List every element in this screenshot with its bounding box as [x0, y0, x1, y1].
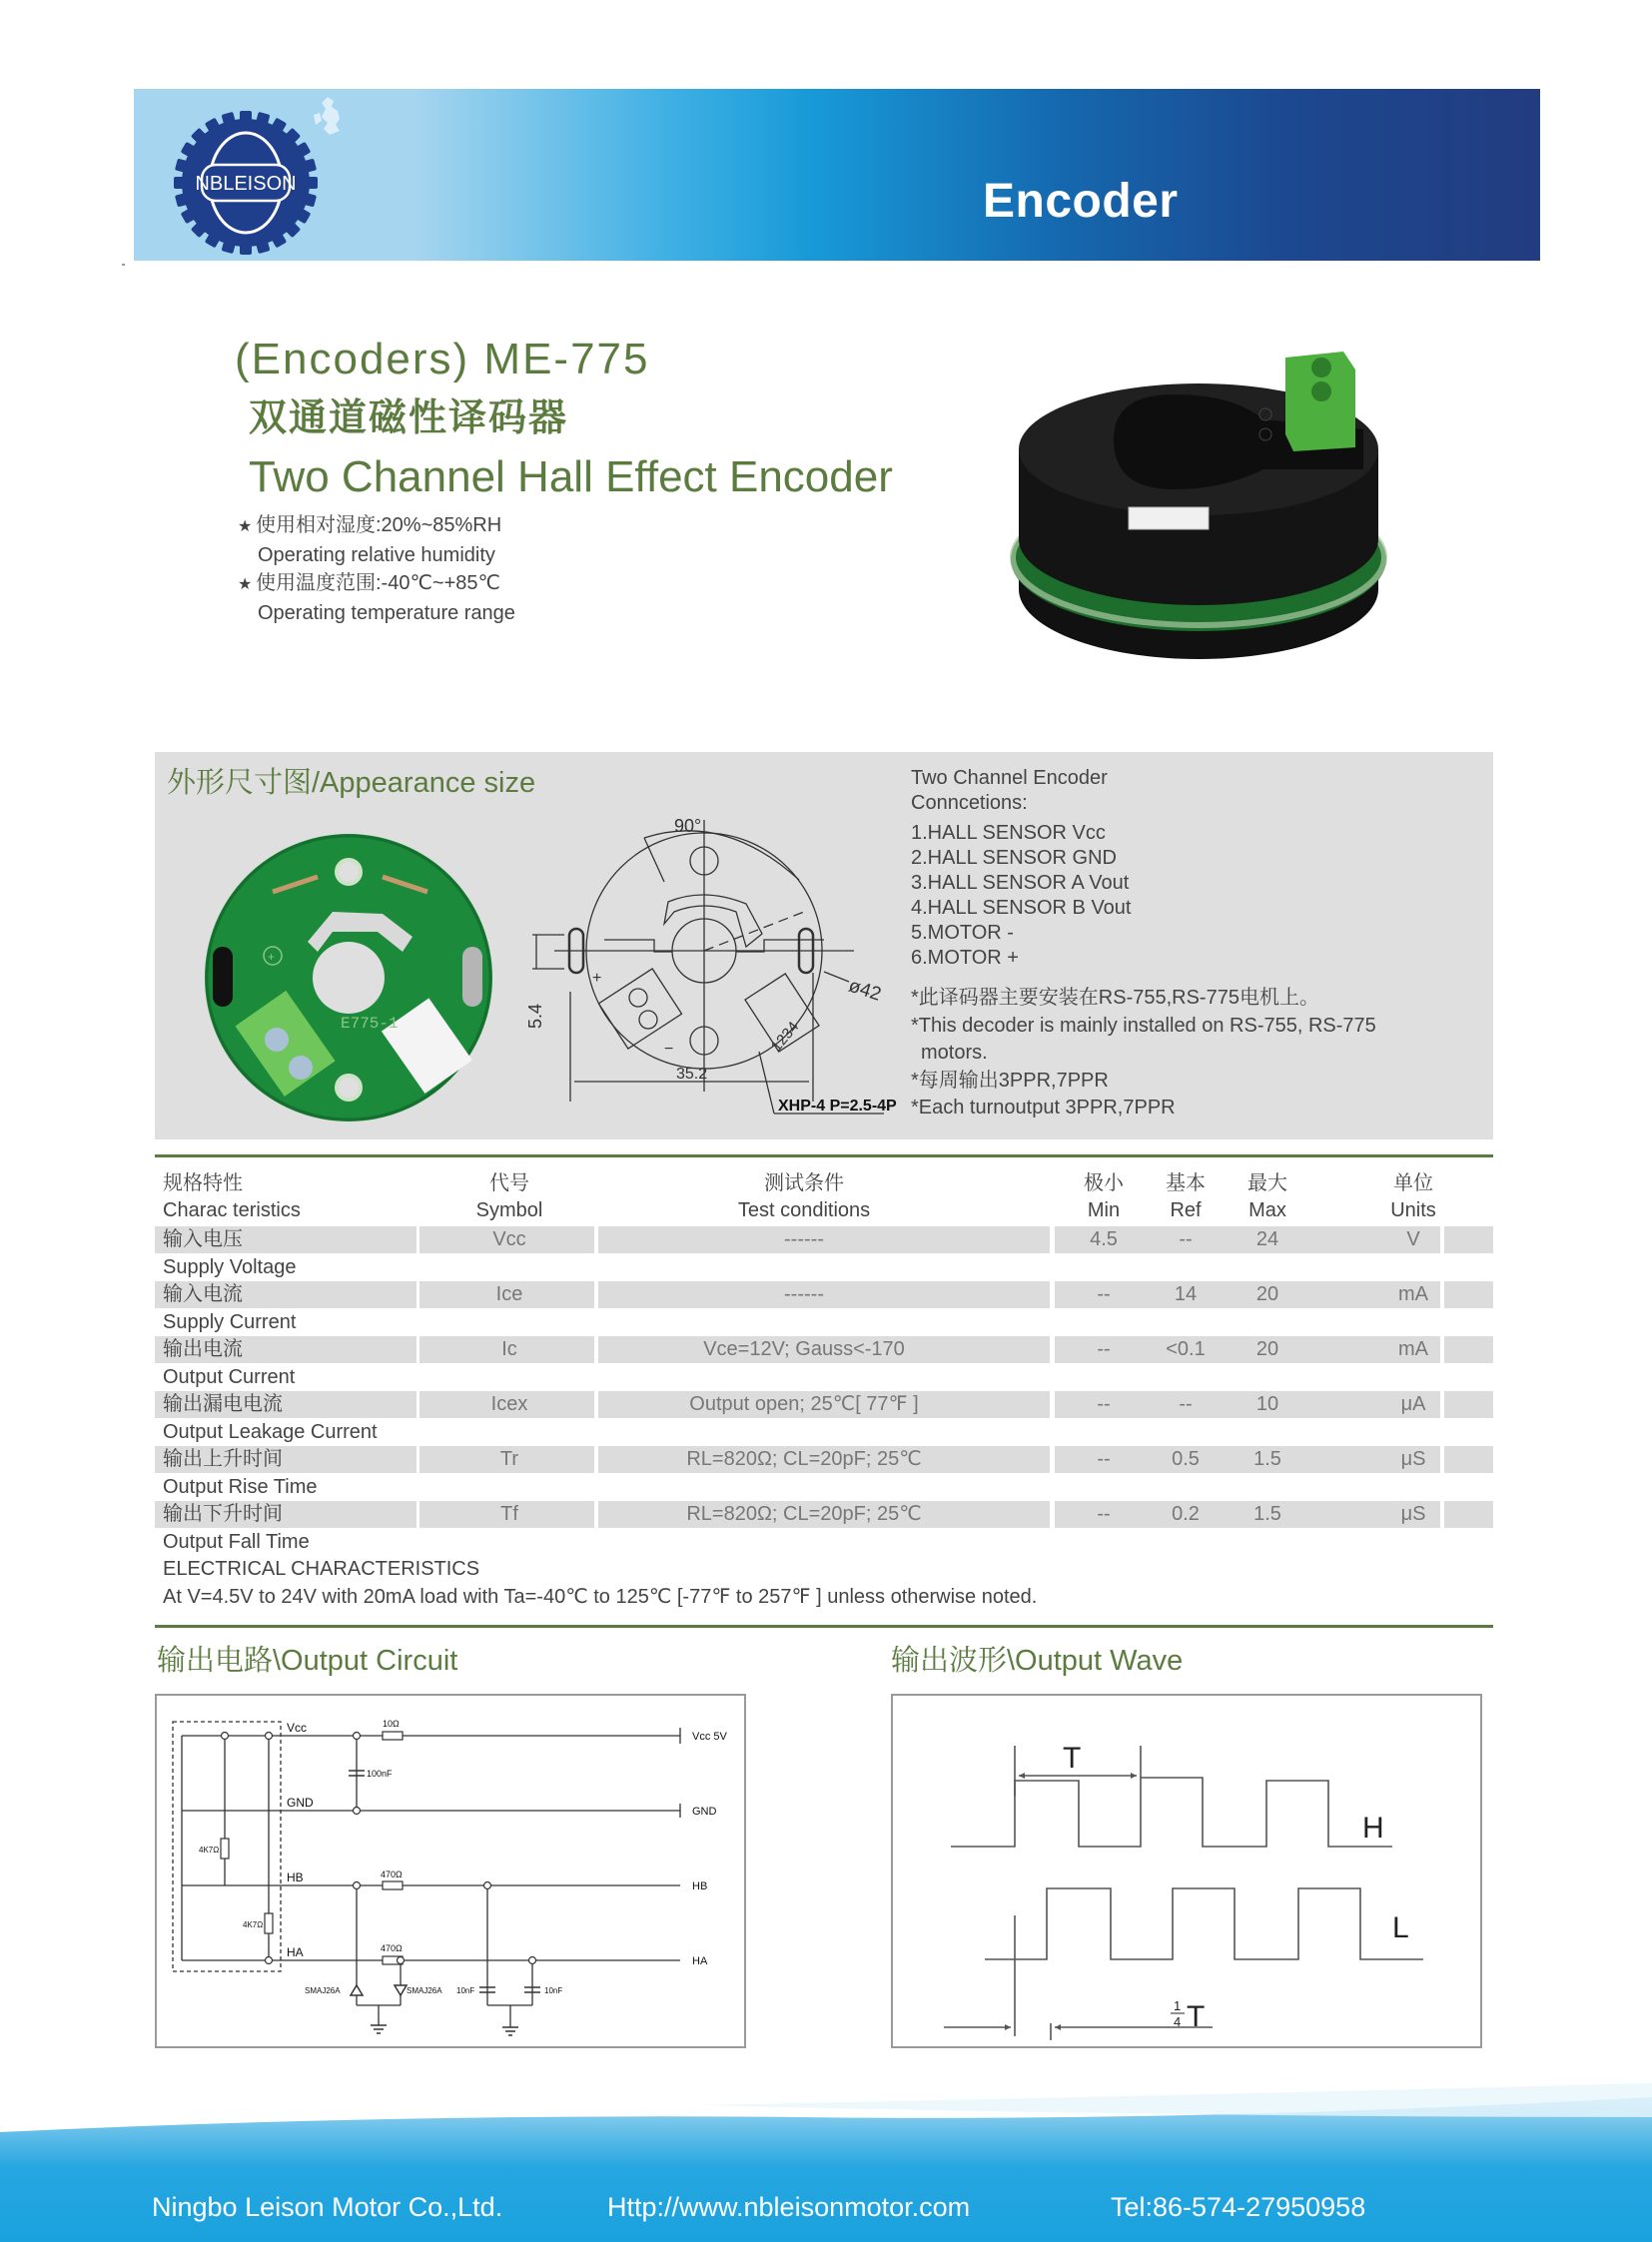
row-label-en: Output Rise Time	[163, 1475, 318, 1498]
note-en-ppr: *Each turnoutput 3PPR,7PPR	[911, 1097, 1176, 1119]
cell-min: --	[1097, 1338, 1111, 1360]
uk-map-icon	[310, 95, 350, 137]
cell-ref: 14	[1174, 1283, 1198, 1305]
connection-notes	[911, 985, 1376, 1122]
divider	[155, 1154, 1493, 1157]
svg-text:4K7Ω: 4K7Ω	[243, 1920, 264, 1929]
col-test-conditions: 测试条件 Test conditions	[737, 1172, 871, 1221]
note-en-install: *This decoder is mainly installed on RS-755, RS-775	[911, 1014, 1376, 1037]
svg-text:NBLEISON: NBLEISON	[195, 173, 297, 195]
cell-unit: V	[1406, 1228, 1420, 1250]
cell-ref: --	[1179, 1393, 1193, 1415]
spec-humidity-en: Operating relative humidity	[258, 544, 495, 566]
cell-cond: Output open; 25℃[ 77℉ ]	[689, 1393, 919, 1415]
channel-h-label: H	[1362, 1812, 1384, 1845]
decorative-dot	[122, 264, 125, 266]
spec-temperature-en: Operating temperature range	[258, 602, 515, 624]
cell-ref: --	[1179, 1228, 1193, 1250]
svg-text:GND: GND	[692, 1806, 717, 1818]
row-label-en: Output Current	[163, 1365, 296, 1388]
svg-text:4K7Ω: 4K7Ω	[199, 1846, 220, 1855]
svg-text:10nF: 10nF	[456, 1986, 475, 1995]
svg-text:HA: HA	[287, 1945, 304, 1959]
connections-text	[911, 766, 1376, 1122]
cell-max: 20	[1255, 1338, 1279, 1360]
row-label-cn: 输入电压	[163, 1228, 243, 1250]
table-header	[155, 1170, 1493, 1226]
cell-max: 1.5	[1253, 1448, 1281, 1470]
nbleison-gear-logo-icon	[172, 109, 320, 257]
svg-text:HB: HB	[287, 1870, 304, 1884]
cell-min: --	[1097, 1448, 1111, 1470]
footer-website[interactable]: Http://www.nbleisonmotor.com	[607, 2192, 971, 2222]
encoder-product-photo	[1004, 340, 1393, 669]
cell-unit: mA	[1398, 1338, 1428, 1360]
output-wave-title: 输出波形\Output Wave	[891, 1645, 1184, 1677]
header-banner	[134, 89, 1540, 261]
row-label-cn: 输出上升时间	[163, 1448, 283, 1470]
table-row-en	[155, 1309, 1493, 1337]
svg-text:4: 4	[1174, 2014, 1182, 2029]
cell-unit: μS	[1400, 1503, 1426, 1525]
product-title-block	[235, 330, 893, 509]
output-circuit-title: 输出电路\Output Circuit	[157, 1645, 458, 1677]
cell-symbol: Ice	[495, 1283, 523, 1305]
cell-max: 20	[1255, 1283, 1279, 1305]
table-row	[155, 1501, 1493, 1529]
svg-text:Vcc 5V: Vcc 5V	[692, 1731, 727, 1743]
svg-text:10Ω: 10Ω	[383, 1719, 400, 1729]
cell-cond: ------	[784, 1228, 824, 1250]
table-row-en	[155, 1474, 1493, 1502]
spec-humidity-cn	[238, 511, 515, 541]
pin-1: 1.HALL SENSOR Vcc	[911, 822, 1106, 844]
cell-min: 4.5	[1090, 1228, 1118, 1250]
svg-text:−: −	[664, 1041, 674, 1058]
row-label-en: Supply Current	[163, 1310, 297, 1333]
cell-symbol: Ic	[501, 1338, 517, 1360]
model-title: (Encoders) ME-775	[235, 335, 650, 383]
spec-text: 使用相对湿度:20%~85%RH	[256, 514, 502, 536]
table-row-en	[155, 1419, 1493, 1447]
table-row	[155, 1446, 1493, 1474]
height-dim-label: 5.4	[525, 1003, 545, 1029]
cell-cond: Vce=12V; Gauss<-170	[703, 1338, 905, 1360]
row-label-cn: 输出下升时间	[163, 1503, 283, 1525]
star-icon: ★	[238, 518, 253, 535]
cell-symbol: Tr	[499, 1448, 519, 1470]
pin-6: 6.MOTOR +	[911, 947, 1019, 969]
svg-text:+: +	[268, 950, 276, 964]
note-cn-install: *此译码器主要安装在RS-755,RS-775电机上。	[911, 987, 1319, 1009]
cell-ref: 0.5	[1172, 1448, 1200, 1470]
cell-min: --	[1097, 1283, 1111, 1305]
pin-2: 2.HALL SENSOR GND	[911, 847, 1117, 869]
table-row-en	[155, 1529, 1493, 1557]
row-label-en: Supply Voltage	[163, 1255, 297, 1278]
pin-numbers: 1234	[767, 1018, 803, 1056]
svg-text:SMAJ26A: SMAJ26A	[305, 1986, 341, 1995]
svg-text:+: +	[592, 970, 602, 987]
cell-unit: mA	[1398, 1283, 1428, 1305]
svg-text:Vcc: Vcc	[287, 1721, 308, 1735]
period-label: T	[1063, 1742, 1082, 1775]
appearance-section	[155, 752, 1493, 1139]
table-row	[155, 1281, 1493, 1309]
divider	[155, 1625, 1493, 1628]
svg-text:1: 1	[1174, 1998, 1182, 2013]
star-icon: ★	[238, 576, 253, 593]
spec-text: 使用温度范围:-40℃~+85℃	[256, 572, 500, 594]
row-label-en: Output Leakage Current	[163, 1420, 378, 1443]
width-dim-label: 35.2	[676, 1066, 708, 1083]
cell-unit: μA	[1400, 1393, 1426, 1415]
cell-unit: μS	[1400, 1448, 1426, 1470]
pin-5: 5.MOTOR -	[911, 922, 1014, 944]
note-en-install-cont: motors.	[921, 1042, 988, 1064]
cell-ref: <0.1	[1166, 1338, 1206, 1360]
col-characteristics: 规格特性 Charac teristics	[163, 1172, 301, 1221]
svg-text:HB: HB	[692, 1880, 708, 1892]
cell-max: 1.5	[1253, 1503, 1281, 1525]
table-row-en	[155, 1364, 1493, 1392]
output-circuit-diagram	[155, 1694, 746, 2048]
table-row	[155, 1226, 1493, 1254]
cell-cond: RL=820Ω; CL=20pF; 25℃	[686, 1448, 922, 1470]
channel-l-label: L	[1392, 1911, 1409, 1944]
cell-symbol: Vcc	[492, 1228, 526, 1250]
cell-min: --	[1097, 1393, 1111, 1415]
row-label-cn: 输入电流	[163, 1283, 243, 1305]
footer-tel: Tel:86-574-27950958	[1111, 2192, 1366, 2222]
diameter-label: ø42	[846, 975, 884, 1006]
svg-text:470Ω: 470Ω	[381, 1943, 403, 1953]
table-row	[155, 1336, 1493, 1364]
svg-text:SMAJ26A: SMAJ26A	[407, 1986, 442, 1995]
cell-cond: RL=820Ω; CL=20pF; 25℃	[686, 1503, 922, 1525]
note-cn-ppr: *每周输出3PPR,7PPR	[911, 1069, 1109, 1092]
svg-text:GND: GND	[287, 1796, 314, 1810]
row-label-cn: 输出漏电电流	[163, 1393, 283, 1415]
svg-text:E775-1: E775-1	[341, 1015, 399, 1033]
quarter-period-label: T	[1187, 2000, 1206, 2033]
note-title: ELECTRICAL CHARACTERISTICS	[163, 1558, 480, 1580]
cell-max: 24	[1255, 1228, 1279, 1250]
cell-max: 10	[1255, 1393, 1279, 1415]
row-label-cn: 输出电流	[163, 1338, 243, 1360]
connections-subheading: Conncetions:	[911, 792, 1028, 814]
svg-text:470Ω: 470Ω	[381, 1869, 403, 1879]
connections-heading: Two Channel Encoder	[911, 767, 1108, 789]
operating-specs	[238, 511, 515, 627]
chinese-title: 双通道磁性译码器	[249, 395, 569, 439]
col-max: 最大 Max	[1247, 1172, 1287, 1221]
table-row-en	[155, 1254, 1493, 1282]
table-note	[155, 1556, 1493, 1612]
col-min: 极小 Min	[1084, 1172, 1124, 1221]
output-wave-diagram	[891, 1694, 1482, 2048]
svg-text:100nF: 100nF	[367, 1769, 393, 1779]
svg-text:HA: HA	[692, 1955, 708, 1967]
dimension-drawing	[524, 802, 924, 1141]
appearance-title: 外形尺寸图/Appearance size	[167, 767, 536, 799]
svg-text:10nF: 10nF	[544, 1986, 563, 1995]
pin-3: 3.HALL SENSOR A Vout	[911, 872, 1130, 894]
table-row	[155, 1391, 1493, 1419]
col-units: 单位 Units	[1390, 1172, 1436, 1221]
angle-label: 90°	[674, 816, 702, 836]
col-symbol: 代号 Symbol	[475, 1172, 543, 1221]
cell-min: --	[1097, 1503, 1111, 1525]
footer-swoosh	[0, 2077, 1652, 2187]
col-ref: 基本 Ref	[1166, 1172, 1206, 1221]
table-body	[155, 1226, 1493, 1556]
english-title: Two Channel Hall Effect Encoder	[249, 452, 893, 501]
cell-symbol: Tf	[500, 1503, 518, 1525]
electrical-characteristics-table	[155, 1170, 1493, 1612]
footer	[0, 2077, 1652, 2242]
cell-symbol: Icex	[490, 1393, 528, 1415]
row-label-en: Output Fall Time	[163, 1530, 310, 1553]
pcb-photo	[203, 832, 494, 1123]
spec-temperature-cn	[238, 569, 515, 599]
cell-ref: 0.2	[1172, 1503, 1200, 1525]
footer-company: Ningbo Leison Motor Co.,Ltd.	[152, 2192, 503, 2222]
connector-label: XHP-4 P=2.5-4P	[778, 1098, 897, 1115]
banner-title: Encoder	[983, 175, 1179, 228]
note-text: At V=4.5V to 24V with 20mA load with Ta=-40℃ to 125℃ [-77℉ to 257℉ ] unless otherwise noted.	[163, 1586, 1038, 1608]
pin-4: 4.HALL SENSOR B Vout	[911, 897, 1132, 919]
cell-cond: ------	[784, 1283, 824, 1305]
